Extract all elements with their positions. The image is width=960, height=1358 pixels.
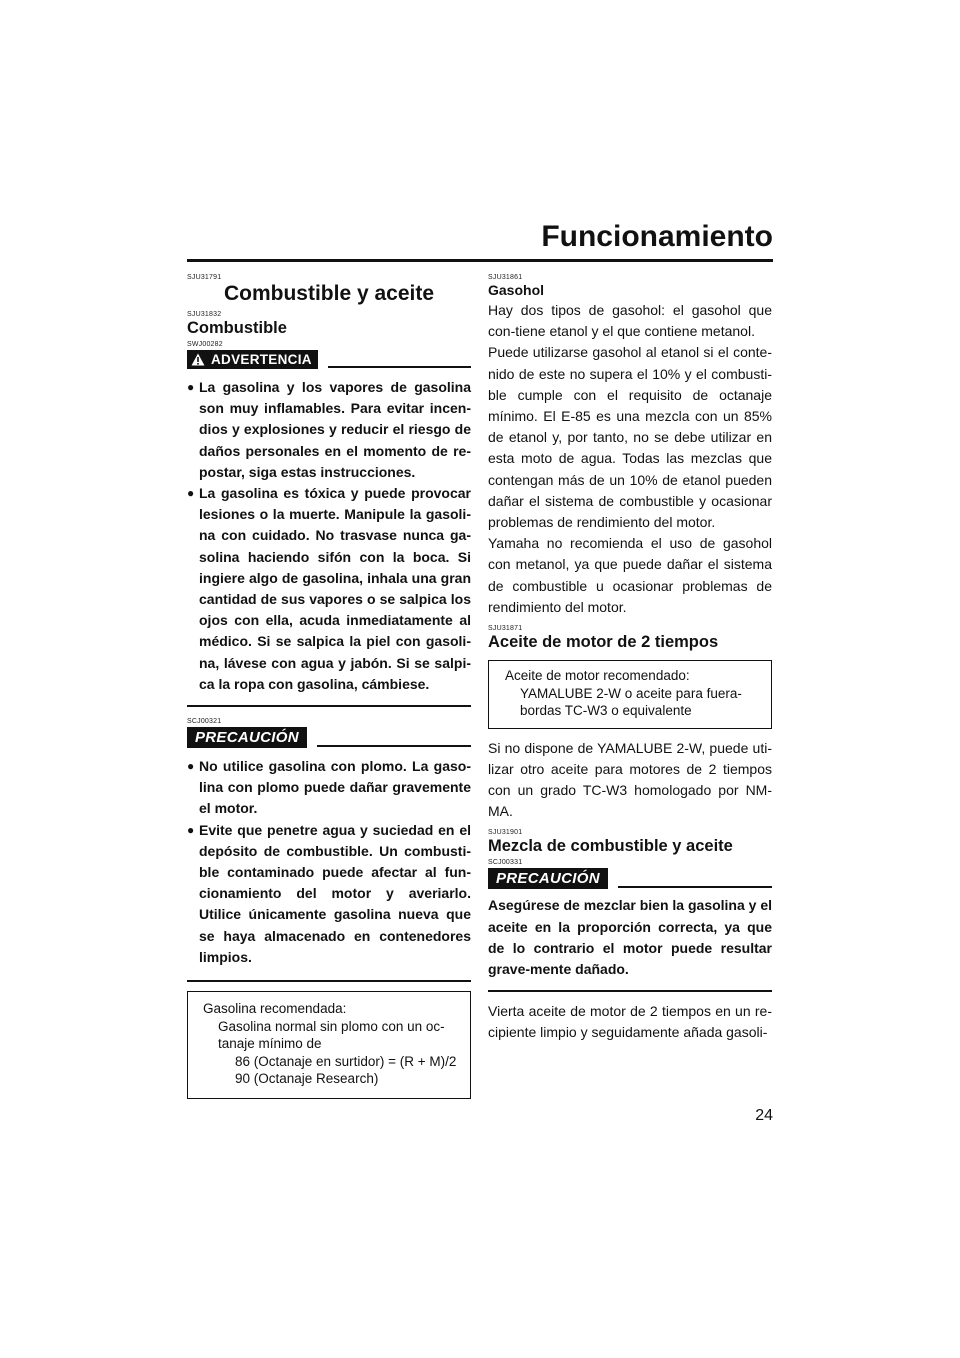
oil-spec-box (488, 660, 772, 729)
mix-caution-code: SCJ00331 (488, 859, 523, 867)
section-title: Combustible y aceite (223, 282, 435, 305)
caution-code: SCJ00321 (187, 718, 222, 726)
left-column (187, 273, 471, 1099)
gasohol-paragraph: Puede utilizarse gasohol al etanol si el conte-nido de este no supera el 10% y el combusti-ble cumple con el requisito de octanaje mínimo. El E-85 es una mezcla con un 85% de etanol y, por tanto, no se debe utilizar en esta moto de agua. Todas las mezclas que contengan más de un 10% de etanol pueden dañar el sistema de combustible y ocasionar problemas de rendimiento del motor. (488, 344, 772, 531)
oil-paragraph: Si no dispone de YAMALUBE 2-W, puede uti-lizar otro aceite para motores de 2 tiempos con un grado TC-W3 homologado por NM-MA. (488, 739, 772, 820)
oil-box-title: Aceite de motor recomendado: (505, 668, 690, 684)
caution-badge: PRECAUCIÓN (187, 727, 307, 748)
caution-header (187, 727, 471, 748)
gasohol-paragraph: Yamaha no recomienda el uso de gasohol con metanol, ya que puede dañar el sistema de combustible u ocasionar problemas de rendimiento del motor. (488, 535, 772, 615)
header-rule (187, 259, 773, 262)
caution-item: ● No utilice gasolina con plomo. La gaso-lina con plomo puede dañar gravemente el motor. (187, 756, 471, 820)
mix-caution-header (488, 868, 772, 889)
mix-caution-text: Asegúrese de mezclar bien la gasolina y el aceite en la proporción correcta, ya que de lo contrario el motor puede resultar grave-mente dañado. (488, 897, 773, 977)
right-column (488, 273, 772, 1044)
fuel-box-line: Gasolina normal sin plomo con un oc-tanaje mínimo de (218, 1018, 445, 1052)
oil-box-text: YAMALUBE 2-W o aceite para fuera-bordas TC-W3 o equivalente (520, 685, 742, 719)
fuel-spec-box (187, 991, 471, 1099)
oil-code: SJU31871 (488, 625, 523, 633)
warning-code: SWJ00282 (187, 341, 223, 348)
fuel-box-line: 90 (Octanaje Research) (235, 1071, 379, 1087)
warning-header (187, 350, 471, 369)
mix-title: Mezcla de combustible y aceite (488, 837, 733, 856)
gasohol-title: Gasohol (488, 282, 545, 298)
bullet-icon: ● (187, 380, 195, 394)
warning-triangle-icon (191, 353, 205, 366)
subsection-code: SJU31832 (187, 311, 222, 318)
mix-paragraph: Vierta aceite de motor de 2 tiempos en un re-cipiente limpio y seguidamente añada gasoli- (488, 1003, 772, 1041)
warning-badge (187, 350, 318, 369)
section-code: SJU31791 (187, 274, 222, 281)
bullet-icon: ● (187, 822, 195, 837)
warning-label: ADVERTENCIA (211, 352, 312, 367)
gasohol-paragraph: Hay dos tipos de gasohol: el gasohol que con-tiene etanol y el que contiene metanol. (488, 302, 772, 340)
caution-item: ● Evite que penetre agua y suciedad en el depósito de combustible. Un combusti-ble contaminado puede afectar al fun-cionamiento del motor y averiarlo. Utilice únicamente gasolina nueva que se haya almacenado en contenedores limpios. (187, 820, 471, 968)
fuel-box-title: Gasolina recomendada: (203, 1001, 347, 1017)
bullet-icon: ● (187, 759, 195, 774)
mix-caution-badge: PRECAUCIÓN (488, 868, 608, 889)
subsection-title: Combustible (187, 319, 287, 337)
mix-code: SJU31901 (488, 829, 523, 837)
gasohol-code: SJU31861 (488, 274, 523, 281)
fuel-box-line: 86 (Octanaje en surtidor) = (R + M)/2 (235, 1053, 457, 1069)
oil-title: Aceite de motor de 2 tiempos (488, 633, 719, 652)
page-header-title: Funcionamiento (541, 220, 773, 253)
mix-caution-header-rule (618, 886, 772, 888)
warning-item: ● La gasolina es tóxica y puede provocar lesiones o la muerte. Manipule la gasoli-na con cuidado. No trasvase nunca ga-solina haciendo sifón con la boca. Si ingiere algo de gasolina, inhala una gran cantidad de sus vapores o se salpica los ojos con ella, acuda inmediatamente al médico. Si se salpica la piel con gasoli-na, lávese con agua y jabón. Si se salpi-ca la ropa con gasolina, cámbiese. (187, 483, 471, 695)
page-number: 24 (755, 1107, 773, 1124)
caution-header-rule (317, 745, 471, 747)
warning-header-rule (328, 366, 471, 368)
warning-item: ● La gasolina y los vapores de gasolina son muy inflamables. Para evitar incen-dios y explosiones y reducir el riesgo de daños personales en el momento de re-postar, siga estas instrucciones. (187, 377, 471, 483)
bullet-icon: ● (187, 486, 195, 501)
